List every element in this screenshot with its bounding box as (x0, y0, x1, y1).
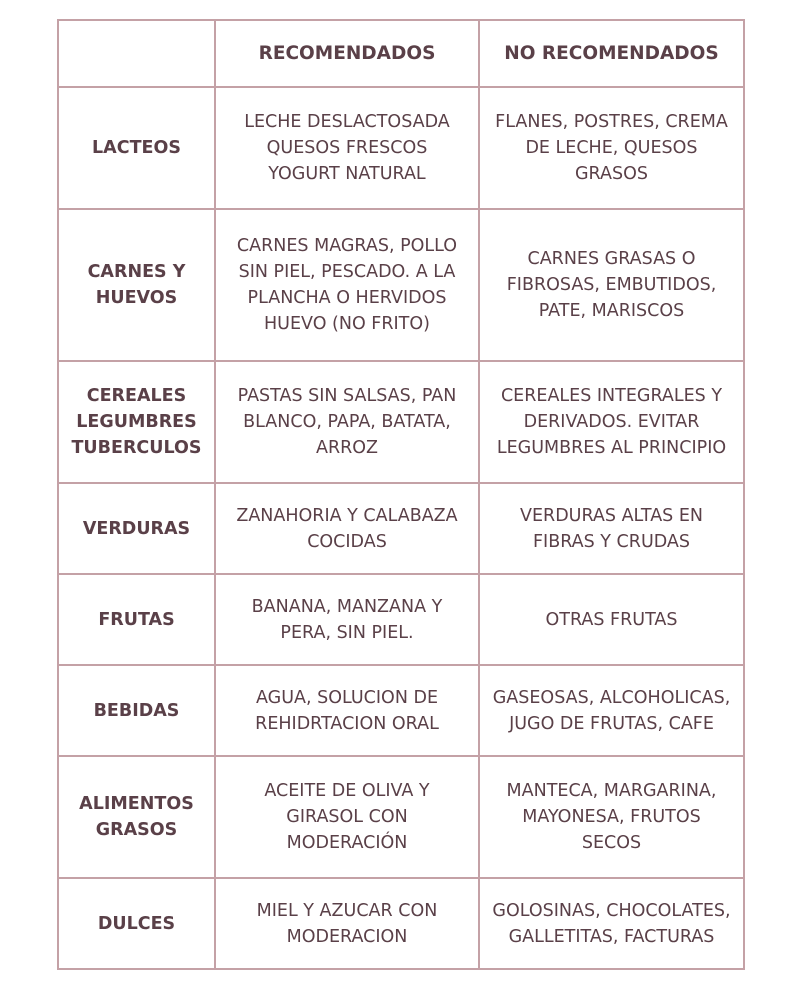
not-recommended-cell: MANTECA, MARGARINA, MAYONESA, FRUTOS SECOS (479, 756, 744, 878)
category-cell: DULCES (58, 878, 215, 969)
not-recommended-cell: CARNES GRASAS O FIBROSAS, EMBUTIDOS, PATE, MARISCOS (479, 209, 744, 361)
table-row-alimentos-grasos (58, 756, 744, 878)
table-row-bebidas (58, 665, 744, 756)
category-cell: BEBIDAS (58, 665, 215, 756)
not-recommended-cell: CEREALES INTEGRALES Y DERIVADOS. EVITAR LEGUMBRES AL PRINCIPIO (479, 361, 744, 483)
table-row-cereales (58, 361, 744, 483)
not-recommended-cell: GASEOSAS, ALCOHOLICAS, JUGO DE FRUTAS, CAFE (479, 665, 744, 756)
header-recommended: RECOMENDADOS (215, 20, 479, 87)
recommended-cell: LECHE DESLACTOSADA QUESOS FRESCOS YOGURT NATURAL (215, 87, 479, 209)
not-recommended-cell: OTRAS FRUTAS (479, 574, 744, 665)
category-cell: ALIMENTOS GRASOS (58, 756, 215, 878)
corner-cell (58, 20, 215, 87)
not-recommended-cell: FLANES, POSTRES, CREMA DE LECHE, QUESOS GRASOS (479, 87, 744, 209)
recommended-cell: CARNES MAGRAS, POLLO SIN PIEL, PESCADO. A LA PLANCHA O HERVIDOS HUEVO (NO FRITO) (215, 209, 479, 361)
not-recommended-cell: GOLOSINAS, CHOCOLATES, GALLETITAS, FACTURAS (479, 878, 744, 969)
table-row-dulces (58, 878, 744, 969)
category-cell: VERDURAS (58, 483, 215, 574)
diet-table (57, 19, 745, 970)
recommended-cell: MIEL Y AZUCAR CON MODERACION (215, 878, 479, 969)
header-row (58, 20, 744, 87)
not-recommended-cell: VERDURAS ALTAS EN FIBRAS Y CRUDAS (479, 483, 744, 574)
recommended-cell: PASTAS SIN SALSAS, PAN BLANCO, PAPA, BATATA, ARROZ (215, 361, 479, 483)
recommended-cell: BANANA, MANZANA Y PERA, SIN PIEL. (215, 574, 479, 665)
category-cell: LACTEOS (58, 87, 215, 209)
table-row-frutas (58, 574, 744, 665)
header-not-recommended: NO RECOMENDADOS (479, 20, 744, 87)
category-cell: CARNES Y HUEVOS (58, 209, 215, 361)
category-cell: CEREALES LEGUMBRES TUBERCULOS (58, 361, 215, 483)
table-row-lacteos (58, 87, 744, 209)
table-row-carnes (58, 209, 744, 361)
recommended-cell: ZANAHORIA Y CALABAZA COCIDAS (215, 483, 479, 574)
table-row-verduras (58, 483, 744, 574)
category-cell: FRUTAS (58, 574, 215, 665)
recommended-cell: ACEITE DE OLIVA Y GIRASOL CON MODERACIÓN (215, 756, 479, 878)
recommended-cell: AGUA, SOLUCION DE REHIDRTACION ORAL (215, 665, 479, 756)
